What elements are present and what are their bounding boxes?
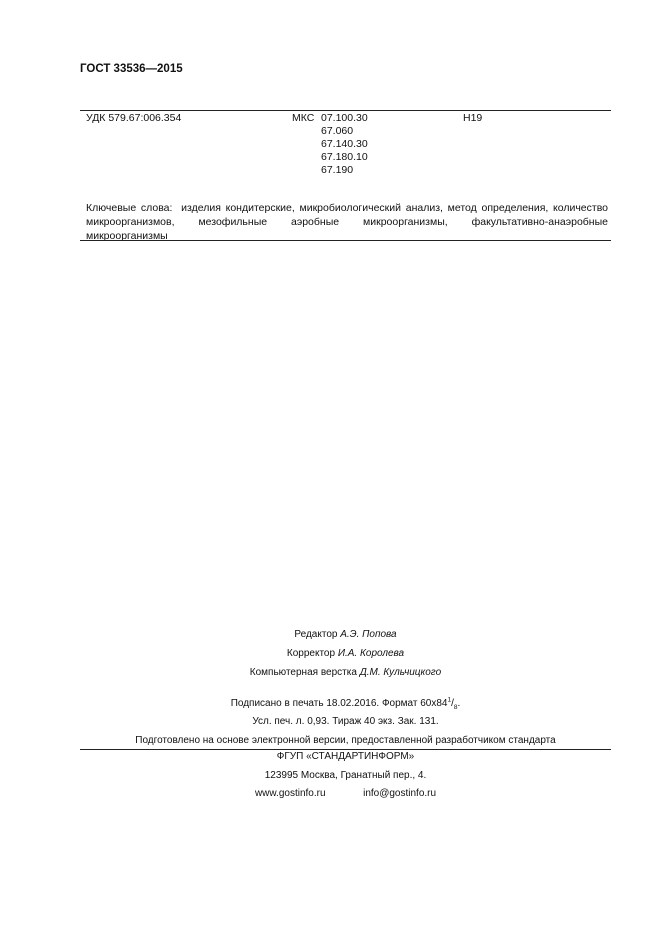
- website-link[interactable]: www.gostinfo.ru: [254, 788, 326, 799]
- top-divider: [80, 110, 611, 111]
- mks-code: 07.100.30: [321, 112, 368, 124]
- keywords-divider: [80, 240, 611, 241]
- email-link[interactable]: info@gostinfo.ru: [363, 788, 437, 799]
- mks-code: 67.180.10: [321, 151, 368, 163]
- imprint-divider: [80, 749, 611, 750]
- prepared-note: Подготовлено на основе электронной версии, предоставленной разработчиком стандарта: [135, 735, 556, 746]
- format-numerator: 1: [447, 696, 452, 704]
- signed-line: Подписано в печать 18.02.2016. Формат $60x84^1/_8$.: [230, 696, 461, 711]
- editor-name: А.Э. Попова: [340, 629, 397, 640]
- publisher: ФГУП «СТАНДАРТИНФОРМ»: [276, 751, 415, 762]
- mks-label: МКС: [292, 112, 315, 124]
- keywords-block: [86, 201, 608, 243]
- udk-code: УДК 579.67:006.354: [86, 112, 182, 124]
- layout-name: Д.М. Кульчицкого: [359, 667, 442, 678]
- keywords-label: Ключевые слова:: [86, 202, 173, 214]
- mks-code: 67.190: [321, 164, 354, 176]
- keywords-text: изделия кондитерские, микробиологический анализ, метод определения, количество микроорганизмов, мезофильные аэробные микроорганизмы, факультативно-анаэробные микроорганизмы: [86, 202, 609, 242]
- corrector-name: И.А. Королева: [337, 648, 405, 659]
- group-code: Н19: [463, 112, 483, 124]
- mks-code: 67.060: [321, 125, 354, 137]
- print-stats: Усл. печ. л. 0,93. Тираж 40 экз. Зак. 131.: [252, 716, 439, 727]
- editor-line: Редактор А.Э. Попова: [294, 629, 397, 640]
- contacts-row: [80, 788, 611, 799]
- mks-code: 67.140.30: [321, 138, 368, 150]
- corrector-line: Корректор И.А. Королева: [286, 648, 405, 659]
- publisher-address: 123995 Москва, Гранатный пер., 4.: [264, 770, 427, 781]
- format-denominator: 8: [453, 704, 458, 711]
- layout-line: Компьютерная верстка Д.М. Кульчицкого: [249, 667, 442, 678]
- document-number: ГОСТ 33536—2015: [80, 63, 183, 75]
